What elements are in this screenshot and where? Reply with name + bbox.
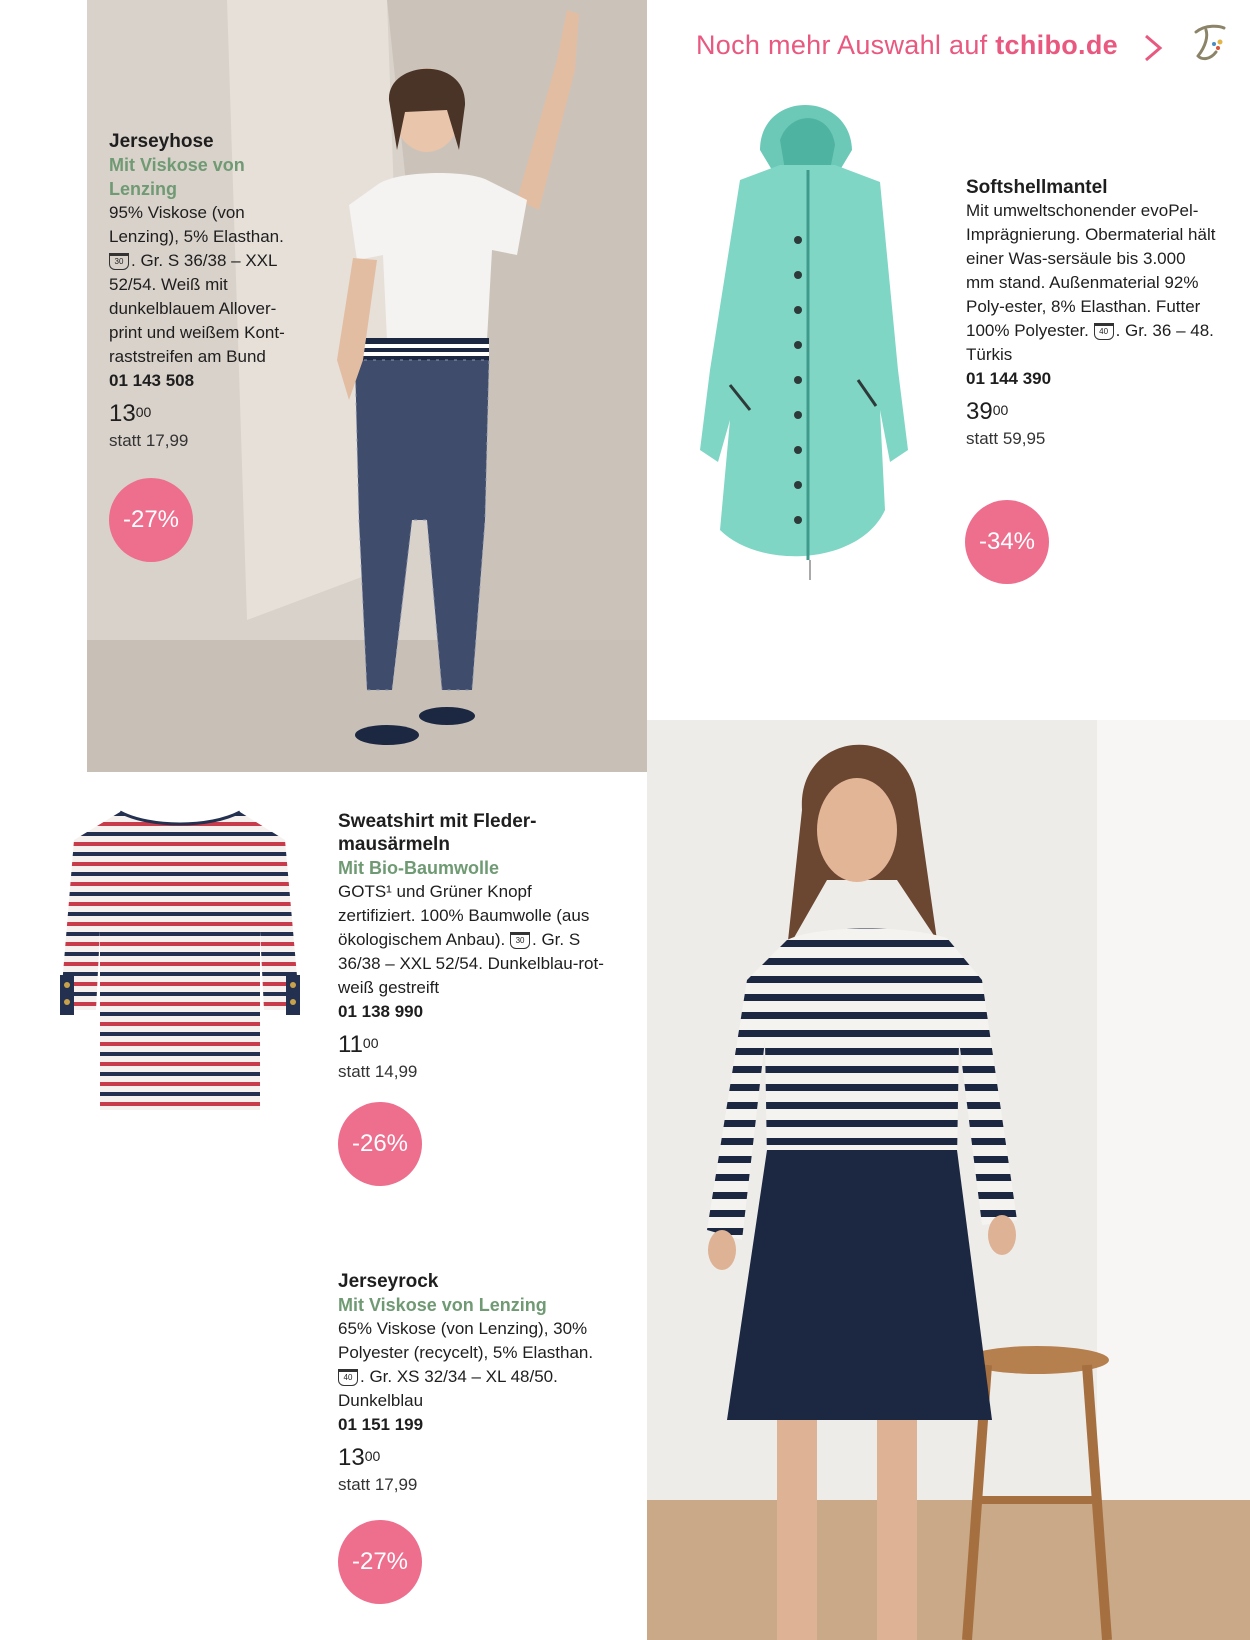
article-number: 01 138 990 [338, 1002, 424, 1021]
photo-jerseyrock-model [647, 720, 1250, 1640]
chevron-right-icon[interactable] [1142, 34, 1164, 62]
old-price: statt 59,95 [966, 429, 1046, 448]
article-number: 01 144 390 [966, 369, 1052, 388]
product-title: Jerseyhose [109, 131, 214, 152]
product-jerseyrock [338, 1270, 608, 1497]
tchibo-logo-icon [1188, 22, 1228, 64]
discount-badge: -27% [109, 478, 193, 562]
discount-badge: -26% [338, 1102, 422, 1186]
product-description: 65% Viskose (von Lenzing), 30% Polyester (recycelt), 5% Elasthan. 40 . Gr. XS 32/34 – XL 48/50. Dunkelblau [338, 1319, 594, 1410]
product-description: 95% Viskose (von Lenzing), 5% Elasthan. 30 . Gr. S 36/38 – XXL 52/54. Weiß mit dunkelblauem Allover-print und weißem Kont-raststreifen am Bund [109, 203, 285, 366]
discount-badge: -27% [338, 1520, 422, 1604]
wash-icon: 40 [338, 1369, 358, 1386]
article-number: 01 143 508 [109, 371, 195, 390]
tchibo-link[interactable] [696, 30, 1118, 61]
product-title: Sweatshirt mit Fleder-mausärmeln [338, 811, 537, 855]
photo-sweatshirt [60, 810, 300, 1120]
price: $39^{00}$ [966, 398, 1009, 425]
product-sweatshirt [338, 810, 608, 1084]
old-price: statt 14,99 [338, 1062, 418, 1081]
product-description: Mit umweltschonender evoPel-Imprägnierung. Obermaterial hält einer Was-sersäule bis 3.000 mm stand. Außenmaterial 92% Poly-ester, 8% Elasthan. Futter 100% Polyester. 40 . Gr. 36 – 48. Türkis [966, 201, 1216, 364]
product-subtitle: Mit Viskose von Lenzing [109, 155, 245, 199]
price: $13^{00}$ [109, 400, 152, 427]
product-subtitle: Mit Viskose von Lenzing [338, 1295, 547, 1315]
wash-icon: 30 [109, 253, 129, 270]
article-number: 01 151 199 [338, 1415, 424, 1434]
price: $11^{00}$ [338, 1031, 379, 1058]
product-jerseyhose [109, 130, 309, 453]
tchibo-link-site: tchibo.de [995, 30, 1118, 60]
price: $13^{00}$ [338, 1444, 381, 1471]
wash-icon: 30 [510, 932, 530, 949]
product-softshellmantel [966, 176, 1216, 451]
product-description: GOTS¹ und Grüner Knopf zertifiziert. 100% Baumwolle (aus ökologischem Anbau). 30 . Gr. S 36/38 – XXL 52/54. Dunkelblau-rot-weiß gestreift [338, 882, 604, 997]
discount-badge: -34% [965, 500, 1049, 584]
photo-softshellmantel [680, 90, 950, 610]
product-subtitle: Mit Bio-Baumwolle [338, 858, 499, 878]
old-price: statt 17,99 [109, 431, 189, 450]
product-title: Jerseyrock [338, 1271, 439, 1292]
wash-icon: 40 [1094, 323, 1114, 340]
old-price: statt 17,99 [338, 1475, 418, 1494]
tchibo-link-prefix: Noch mehr Auswahl auf [696, 30, 996, 60]
product-title: Softshellmantel [966, 177, 1108, 198]
